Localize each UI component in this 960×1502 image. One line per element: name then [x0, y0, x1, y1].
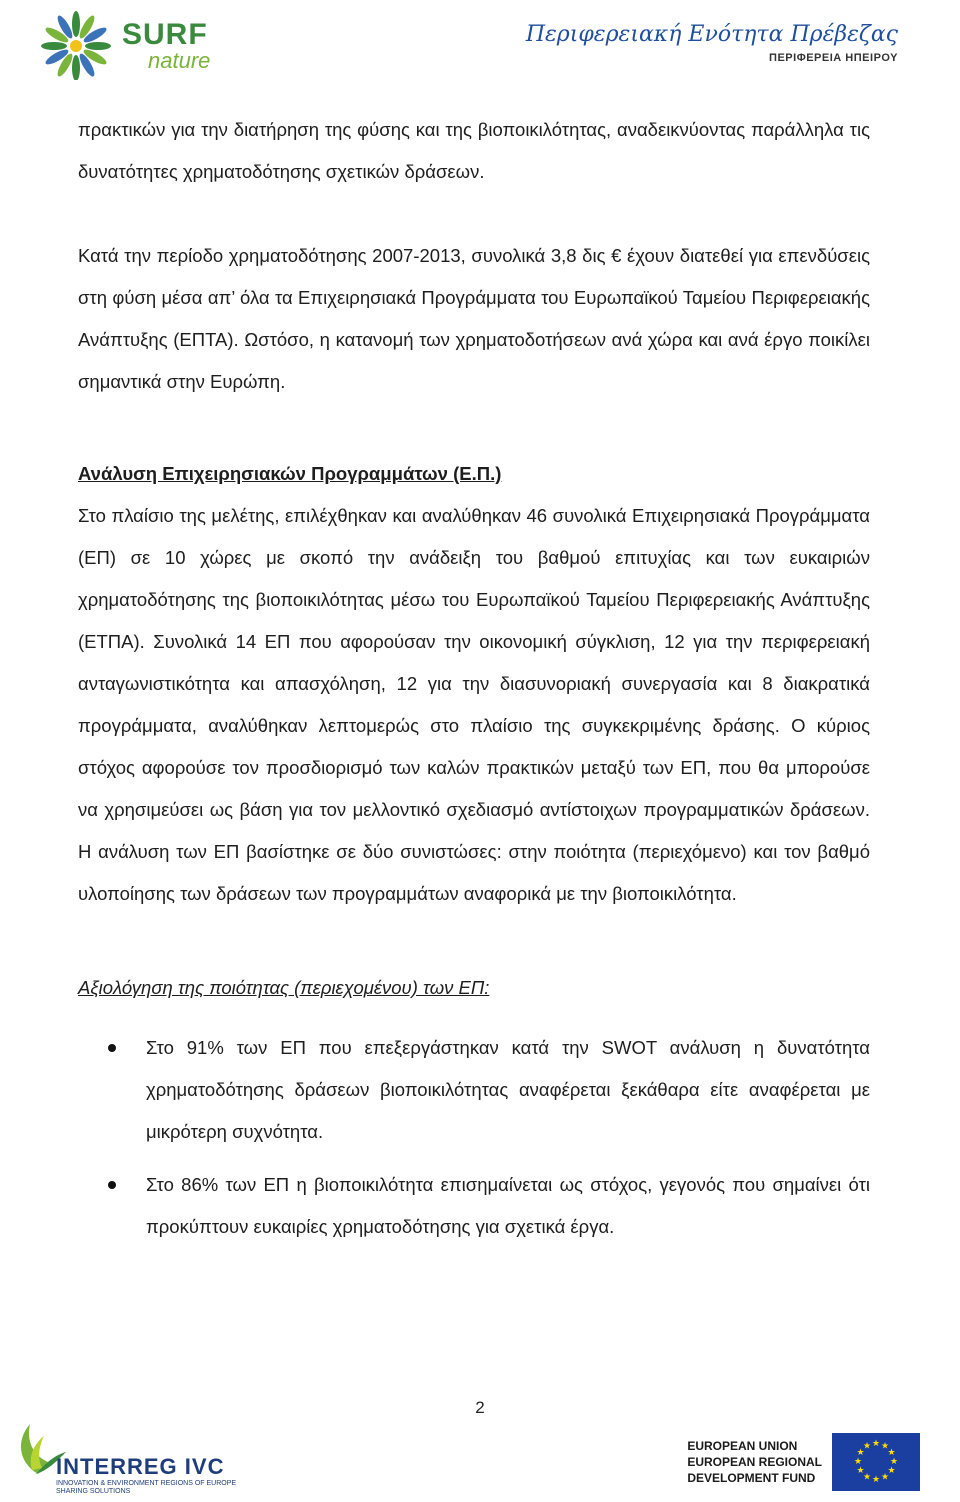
- svg-text:★: ★: [853, 1457, 863, 1467]
- paragraph-funding: Κατά την περίοδο χρηματοδότησης 2007-2013, συνολικά 3,8 δις € έχουν διατεθεί για επενδύσεις στη φύση μέσα απ’ όλα τα Επιχειρησιακά Προγράμματα του Ευρωπαϊκού Ταμείου Περιφερειακής Ανάπτυξης (ΕΠΤΑ). Ωστόσο, η κατανομή των χρηματοδοτήσεων ανά χώρα και ανά έργο ποικίλει σημαντικά στην Ευρώπη.: [78, 245, 870, 392]
- section-heading-quality: Αξιολόγηση της ποιότητας (περιεχομένου) των ΕΠ:: [78, 977, 490, 998]
- bullet-item: [78, 1027, 870, 1153]
- svg-text:★: ★: [862, 1441, 872, 1452]
- svg-text:★: ★: [856, 1466, 865, 1476]
- paragraph-intro: πρακτικών για την διατήρηση της φύσης και της βιοποικιλότητας, αναδεικνύοντας παράλληλα τις δυνατότητες χρηματοδότησης σχετικών δράσεων.: [78, 119, 870, 182]
- surf-logo-word: SURF: [122, 18, 208, 51]
- bullet-text: Στο 91% των ΕΠ που επεξεργάστηκαν κατά την SWOT ανάλυση η δυνατότητα χρηματοδότησης δράσεων βιοποικιλότητας αναφέρεται ξεκάθαρα είτε αναφέρεται με μικρότερη συχνότητα.: [146, 1037, 870, 1142]
- svg-text:★: ★: [887, 1466, 896, 1476]
- svg-text:★: ★: [887, 1448, 896, 1458]
- eu-label: [687, 1438, 822, 1486]
- interreg-name: INTERREG IVC: [56, 1454, 225, 1479]
- nature-logo-word: nature: [148, 48, 211, 73]
- eu-flag-icon: [832, 1433, 920, 1491]
- region-title: Περιφερειακή Ενότητα Πρέβεζας: [525, 22, 898, 47]
- bullet-item: [78, 1164, 870, 1248]
- svg-text:★: ★: [856, 1448, 865, 1458]
- bullet-text: Στο 86% των ΕΠ η βιοποικιλότητα επισημαίνεται ως στόχος, γεγονός που σημαίνει ότι προκύπτουν ευκαιρίες χρηματοδότησης για σχετικά έργα.: [146, 1174, 870, 1237]
- eu-stars-icon: [832, 1433, 920, 1491]
- surf-nature-logo: [38, 8, 228, 80]
- section-heading-analysis: Ανάλυση Επιχειρησιακών Προγραμμάτων (Ε.Π.): [78, 463, 502, 484]
- svg-text:★: ★: [862, 1472, 872, 1483]
- interreg-logo: [8, 1418, 268, 1498]
- interreg-tagline: INNOVATION & ENVIRONMENT REGIONS OF EUROPE SHARING SOLUTIONS: [56, 1480, 237, 1495]
- bullet-icon: [108, 1181, 116, 1189]
- region-subtitle: ΠΕΡΙΦΕΡΕΙΑ ΗΠΕΙΡΟΥ: [769, 52, 898, 64]
- page-header: [0, 0, 960, 90]
- region-logo: [526, 20, 898, 64]
- svg-text:★: ★: [871, 1475, 881, 1485]
- document-body: [78, 109, 870, 1259]
- svg-text:★: ★: [880, 1472, 890, 1483]
- bullet-list: [78, 1027, 870, 1248]
- svg-text:★: ★: [880, 1441, 890, 1452]
- bullet-icon: [108, 1044, 116, 1052]
- paragraph-analysis: Στο πλαίσιο της μελέτης, επιλέχθηκαν και αναλύθηκαν 46 συνολικά Επιχειρησιακά Προγράμματα (ΕΠ) σε 10 χώρες με σκοπό την ανάδειξη του βαθμού επιτυχίας και των ευκαιριών χρηματοδότησης της βιοποικιλότητας μέσω του Ευρωπαϊκού Ταμείου Περιφερειακής Ανάπτυξης (ΕΤΠΑ). Συνολικά 14 ΕΠ που αφορούσαν την οικονομική σύγκλιση, 12 για την περιφερειακή ανταγωνιστικότητα και απασχόληση, 12 για την διασυνοριακή συνεργασία και 8 διακρατικά προγράμματα, αναλύθηκαν λεπτομερώς στο πλαίσιο της συγκεκριμένης δράσης. Ο κύριος στόχος αφορούσε τον προσδιορισμό των καλών πρακτικών μεταξύ των ΕΠ, που θα μπορούσε να χρησιμεύσει ως βάση για τον μελλοντικό σχεδιασμό αντίστοιχων προγραμματικών δράσεων. Η ανάλυση των ΕΠ βασίστηκε σε δύο συνιστώσες: στην ποιότητα (περιεχόμενο) και τον βαθμό υλοποίησης των δράσεων των προγραμμάτων αναφορικά με την βιοποικιλότητα.: [78, 505, 870, 904]
- svg-text:★: ★: [871, 1439, 881, 1449]
- eu-line-3: DEVELOPMENT FUND: [687, 1471, 816, 1485]
- page-number: 2: [475, 1398, 485, 1417]
- eu-line-2: EUROPEAN REGIONAL: [687, 1455, 822, 1469]
- eu-line-1: EUROPEAN UNION: [687, 1439, 798, 1453]
- flower-icon: [38, 8, 116, 80]
- eu-logo: [687, 1432, 920, 1492]
- svg-text:★: ★: [889, 1457, 899, 1467]
